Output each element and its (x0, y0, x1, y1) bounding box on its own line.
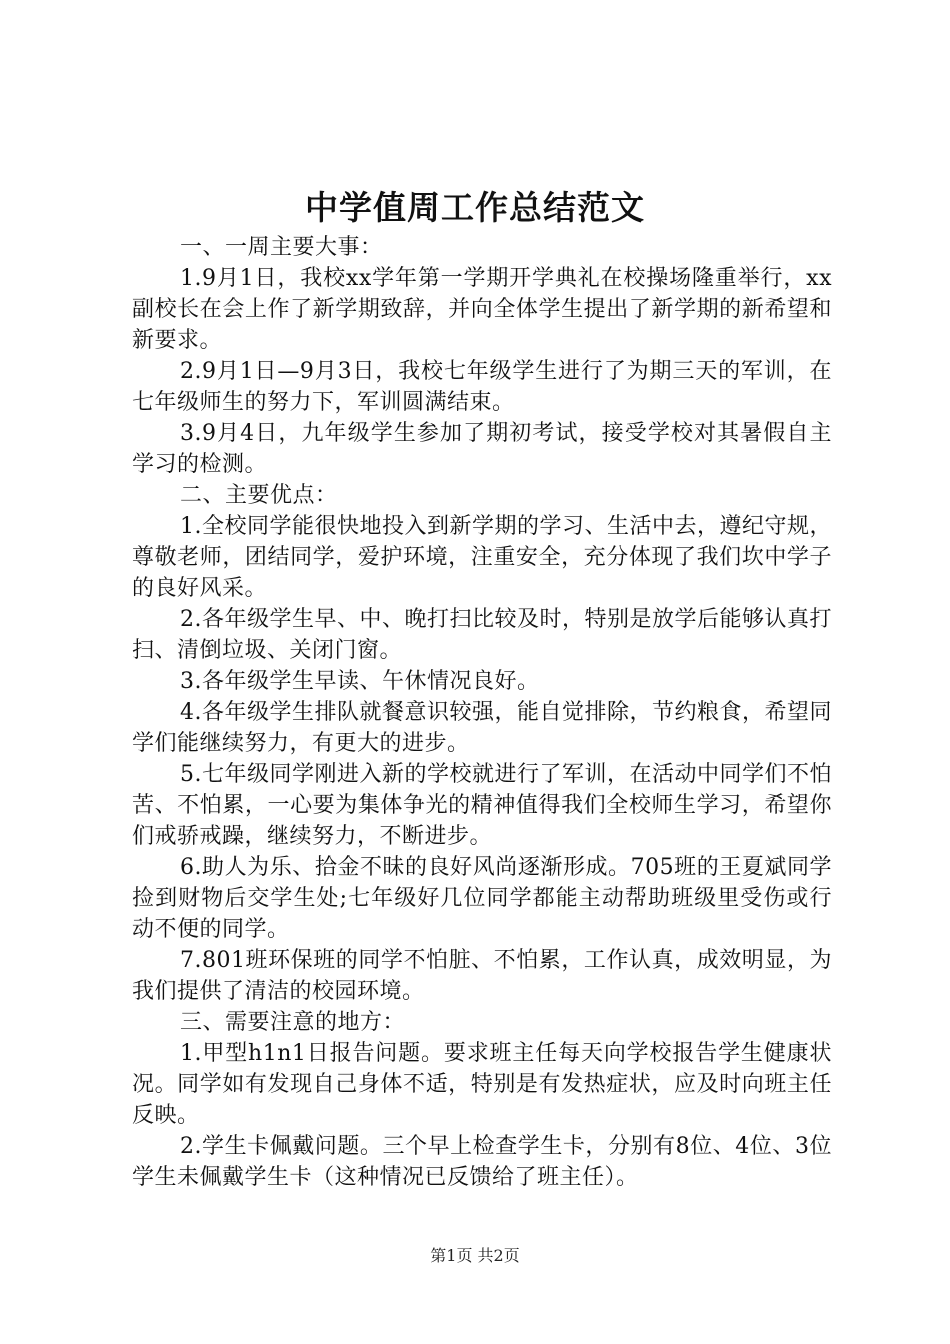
paragraph: 2.9月1日—9月3日，我校七年级学生进行了为期三天的军训，在七年级师生的努力下，军训圆满结束。 (132, 359, 832, 415)
paragraph: 1.全校同学能很快地投入到新学期的学习、生活中去，遵纪守规，尊敬老师，团结同学，爱护环境，注重安全，充分体现了我们坎中学子的良好风采。 (132, 514, 832, 601)
paragraph: 2.学生卡佩戴问题。三个早上检查学生卡，分别有8位、4位、3位学生未佩戴学生卡（这种情况已反馈给了班主任）。 (132, 1134, 832, 1190)
paragraph: 6.助人为乐、拾金不昧的良好风尚逐渐形成。705班的王夏斌同学捡到财物后交学生处;七年级好几位同学都能主动帮助班级里受伤或行动不便的同学。 (132, 855, 832, 942)
document-body (132, 232, 832, 1193)
paragraph: 1.甲型h1n1日报告问题。要求班主任每天向学校报告学生健康状况。同学如有发现自己身体不适，特别是有发热症状，应及时向班主任反映。 (132, 1041, 832, 1128)
section-heading-strengths: 二、主要优点： (180, 483, 338, 508)
paragraph: 2.各年级学生早、中、晚打扫比较及时，特别是放学后能够认真打扫、清倒垃圾、关闭门窗。 (132, 607, 832, 663)
paragraph: 3.各年级学生早读、午休情况良好。 (180, 669, 540, 694)
paragraph: 5.七年级同学刚进入新的学校就进行了军训，在活动中同学们不怕苦、不怕累，一心要为集体争光的精神值得我们全校师生学习，希望你们戒骄戒躁，继续努力，不断进步。 (132, 762, 832, 849)
paragraph: 4.各年级学生排队就餐意识较强，能自觉排除，节约粮食，希望同学们能继续努力，有更大的进步。 (132, 700, 832, 756)
page-footer: 第1页 共2页 (430, 1246, 520, 1265)
paragraph: 3.9月4日，九年级学生参加了期初考试，接受学校对其暑假自主学习的检测。 (132, 421, 832, 477)
paragraph: 7.801班环保班的同学不怕脏、不怕累，工作认真，成效明显，为我们提供了清洁的校园环境。 (132, 948, 832, 1004)
section-heading-major-events: 一、一周主要大事： (180, 235, 383, 260)
section-heading-attention: 三、需要注意的地方： (180, 1010, 406, 1035)
paragraph: 1.9月1日，我校xx学年第一学期开学典礼在校操场隆重举行，xx副校长在会上作了新学期致辞，并向全体学生提出了新学期的新希望和新要求。 (132, 266, 832, 353)
document-title: 中学值周工作总结范文 (305, 188, 645, 227)
